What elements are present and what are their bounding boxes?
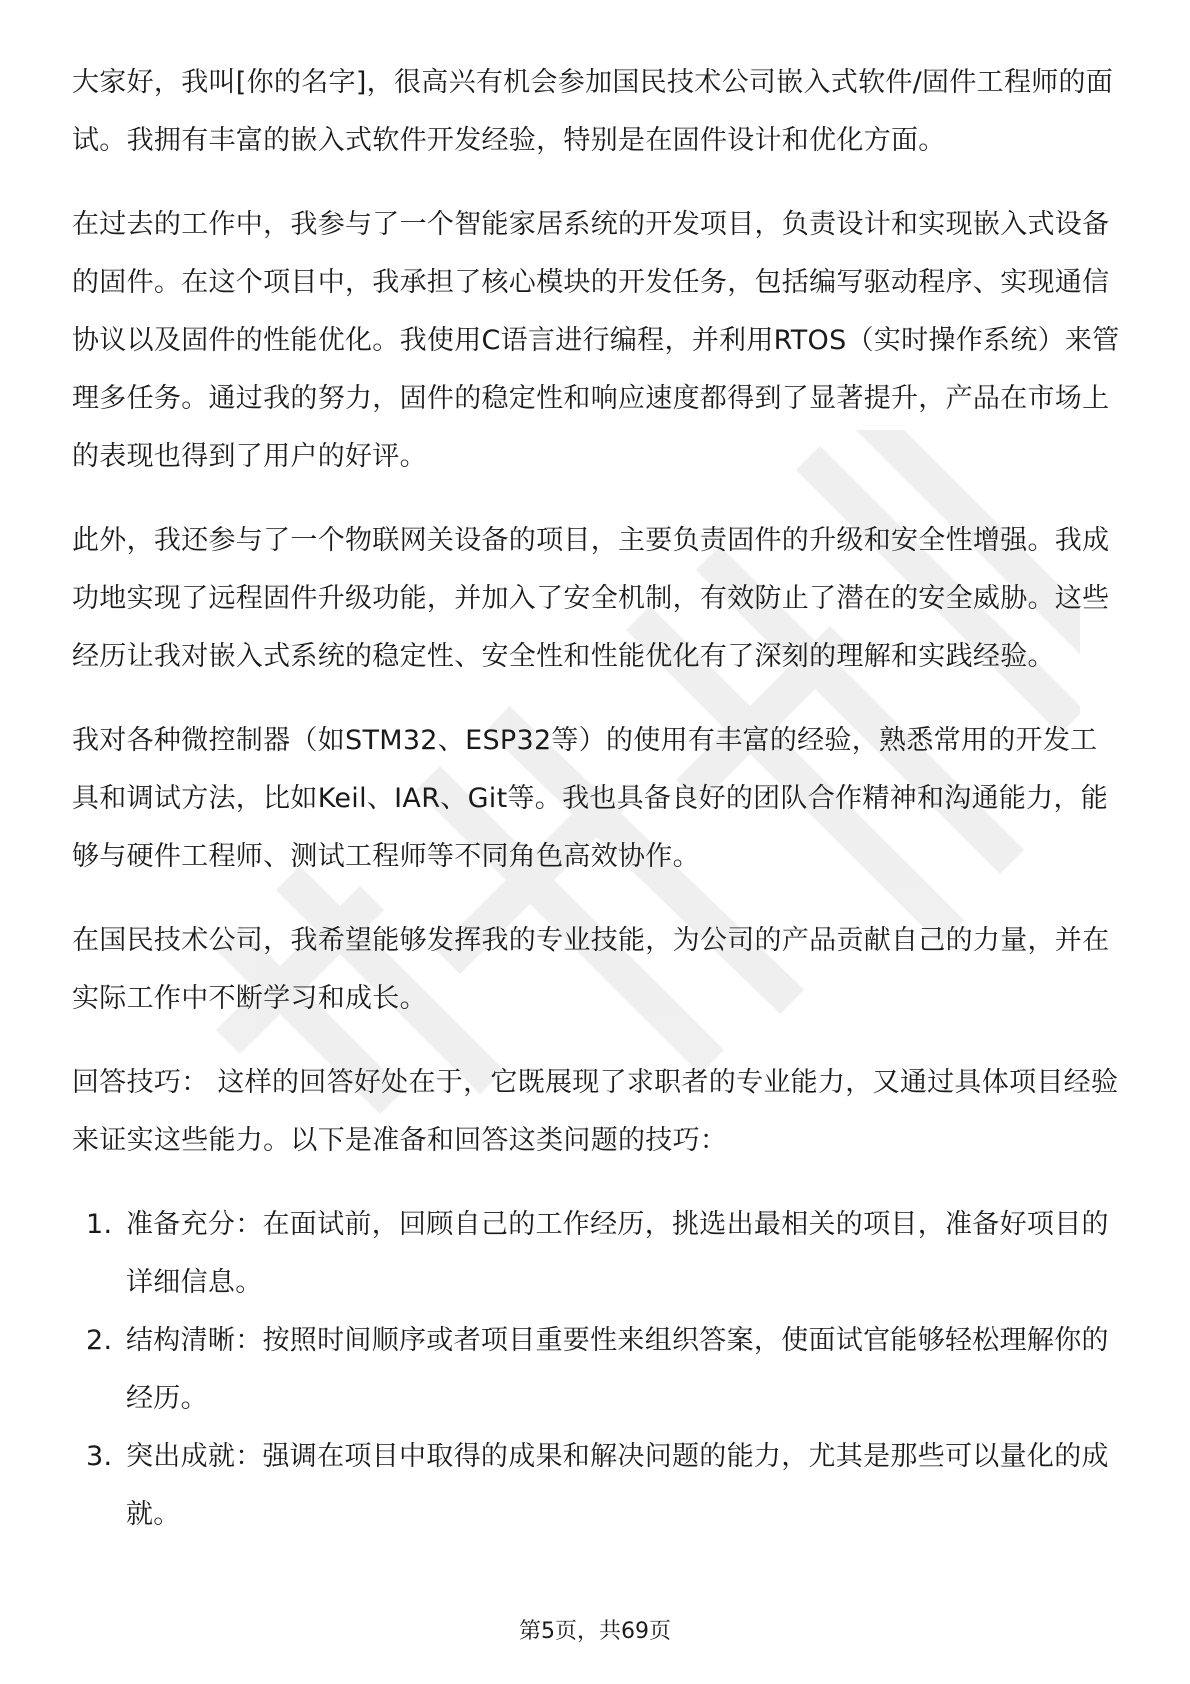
paragraph-microcontrollers: 我对各种微控制器（如STM32、ESP32等）的使用有丰富的经验，熟悉常用的开发工具和调试方法，比如Keil、IAR、Git等。我也具备良好的团队合作精神和沟通能力，能够与硬件工程师、测试工程师等不同角色高效协作。 (72, 725, 1109, 872)
list-item (72, 1428, 1122, 1544)
page-number-footer: 第5页，共69页 (519, 1619, 671, 1644)
paragraph-goals: 在国民技术公司，我希望能够发挥我的专业技能，为公司的产品贡献自己的力量，并在实际工作中不断学习和成长。 (72, 925, 1110, 1014)
paragraph-iot-gateway: 此外，我还参与了一个物联网关设备的项目，主要负责固件的升级和安全性增强。我成功地实现了远程固件升级功能，并加入了安全机制，有效防止了潜在的安全威胁。这些经历让我对嵌入式系统的稳定性、安全性和性能优化有了深刻的理解和实践经验。 (72, 525, 1110, 672)
document-body (72, 54, 1122, 1544)
paragraph-smart-home: 在过去的工作中，我参与了一个智能家居系统的开发项目，负责设计和实现嵌入式设备的固件。在这个项目中，我承担了核心模块的开发任务，包括编写驱动程序、实现通信协议以及固件的性能优化。我使用C语言进行编程，并利用RTOS（实时操作系统）来管理多任务。通过我的努力，固件的稳定性和响应速度都得到了显著提升，产品在市场上的表现也得到了用户的好评。 (72, 209, 1120, 472)
list-number: 3. (86, 1441, 113, 1472)
list-number: 1. (86, 1209, 113, 1240)
list-item-text: 准备充分：在面试前，回顾自己的工作经历，挑选出最相关的项目，准备好项目的详细信息。 (126, 1209, 1109, 1298)
list-item (72, 1312, 1122, 1428)
list-item-text: 突出成就：强调在项目中取得的成果和解决问题的能力，尤其是那些可以量化的成就。 (126, 1441, 1109, 1530)
tips-list (72, 1196, 1122, 1544)
paragraph-answer-tips: 回答技巧： 这样的回答好处在于，它既展现了求职者的专业能力，又通过具体项目经验来证实这些能力。以下是准备和回答这类问题的技巧： (72, 1067, 1119, 1156)
list-item (72, 1196, 1122, 1312)
list-number: 2. (86, 1325, 113, 1356)
paragraph-intro: 大家好，我叫[你的名字]，很高兴有机会参加国民技术公司嵌入式软件/固件工程师的面试。我拥有丰富的嵌入式软件开发经验，特别是在固件设计和优化方面。 (72, 67, 1114, 156)
list-item-text: 结构清晰：按照时间顺序或者项目重要性来组织答案，使面试官能够轻松理解你的经历。 (126, 1325, 1109, 1414)
